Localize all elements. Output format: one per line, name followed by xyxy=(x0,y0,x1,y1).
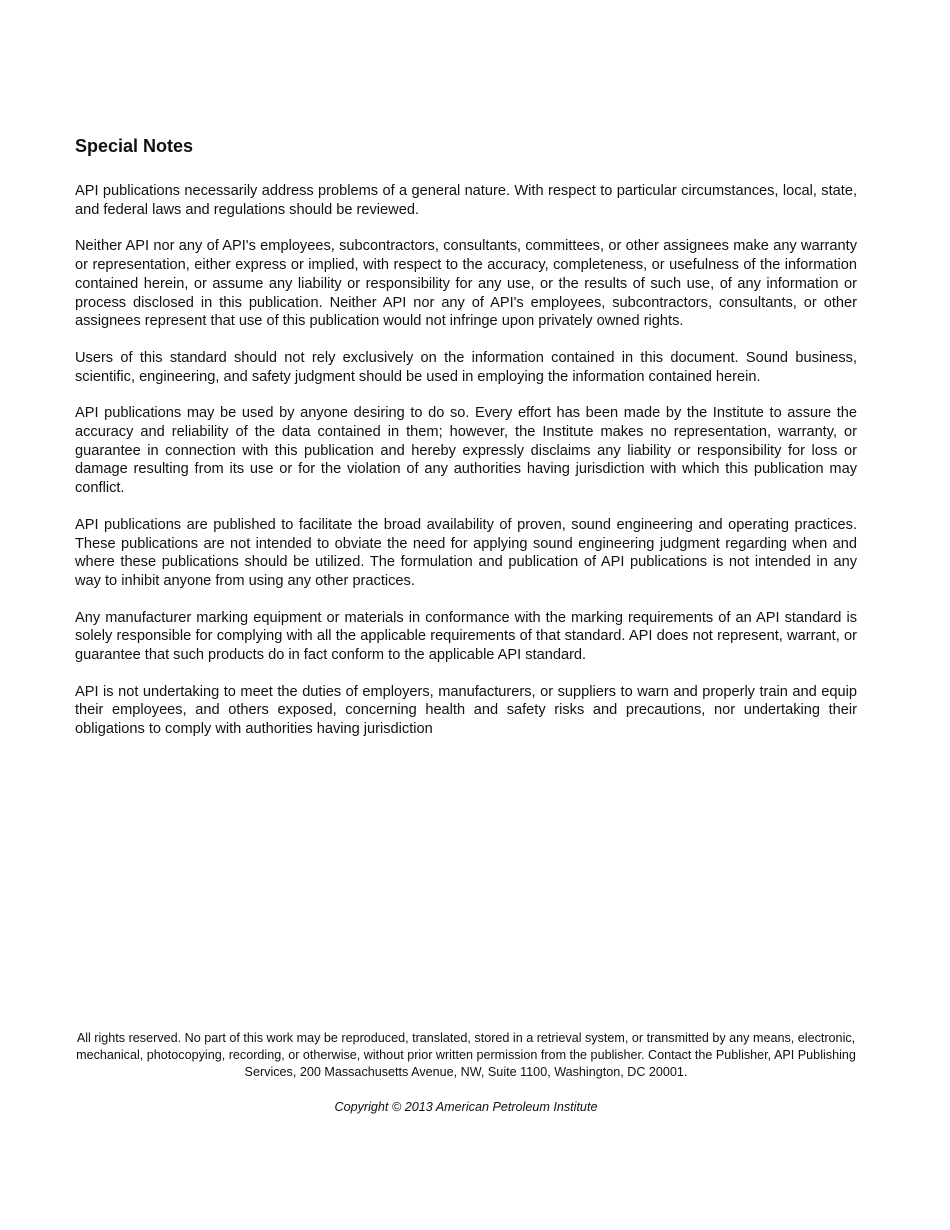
page-footer xyxy=(75,1030,857,1116)
note-paragraph: Users of this standard should not rely exclusively on the information contained in this document. Sound business, scientific, engineering, and safety judgment should be used in employing the information contained herein. xyxy=(75,349,857,385)
note-paragraph: Neither API nor any of API's employees, subcontractors, consultants, committees, or other assignees make any warranty or representation, either express or implied, with respect to the accuracy, completeness, or usefulness of the information contained herein, or assume any liability or responsibility for any use, or the results of such use, of any information or process disclosed in this publication. Neither API nor any of API's employees, subcontractors, consultants, or other assignees represent that use of this publication would not infringe upon privately owned rights. xyxy=(75,238,857,330)
note-paragraph: API publications may be used by anyone desiring to do so. Every effort has been made by the Institute to assure the accuracy and reliability of the data contained in them; however, the Institute makes no representation, warranty, or guarantee in connection with this publication and hereby expressly disclaims any liability or responsibility for loss or damage resulting from its use or for the violation of any authorities having jurisdiction with which this publication may conflict. xyxy=(75,405,857,497)
note-paragraph: Any manufacturer marking equipment or materials in conformance with the marking requirements of an API standard is solely responsible for complying with all the applicable requirements of that standard. API does not represent, warrant, or guarantee that such products do in fact conform to the applicable API standard. xyxy=(75,609,857,664)
special-notes-body xyxy=(75,182,857,757)
copyright-notice: Copyright © 2013 American Petroleum Institute xyxy=(334,1100,598,1114)
rights-notice: All rights reserved. No part of this work may be reproduced, translated, stored in a retrieval system, or transmitted by any means, electronic, mechanical, photocopying, recording, or otherwise, without prior written permission from the publisher. Contact the Publisher, API Publishing Services, 200 Massachusetts Avenue, NW, Suite 1100, Washington, DC 20001. xyxy=(76,1031,856,1079)
page-title: Special Notes xyxy=(75,136,194,156)
note-paragraph: API is not undertaking to meet the duties of employers, manufacturers, or suppliers to warn and properly train and equip their employees, and others exposed, concerning health and safety risks and precautions, nor undertaking their obligations to comply with authorities having jurisdiction xyxy=(75,683,857,738)
note-paragraph: API publications necessarily address problems of a general nature. With respect to particular circumstances, local, state, and federal laws and regulations should be reviewed. xyxy=(75,183,857,218)
note-paragraph: API publications are published to facilitate the broad availability of proven, sound engineering and operating practices. These publications are not intended to obviate the need for applying sound engineering judgment regarding when and where these publications should be utilized. The formulation and publication of API publications is not intended in any way to inhibit anyone from using any other practices. xyxy=(75,516,857,589)
